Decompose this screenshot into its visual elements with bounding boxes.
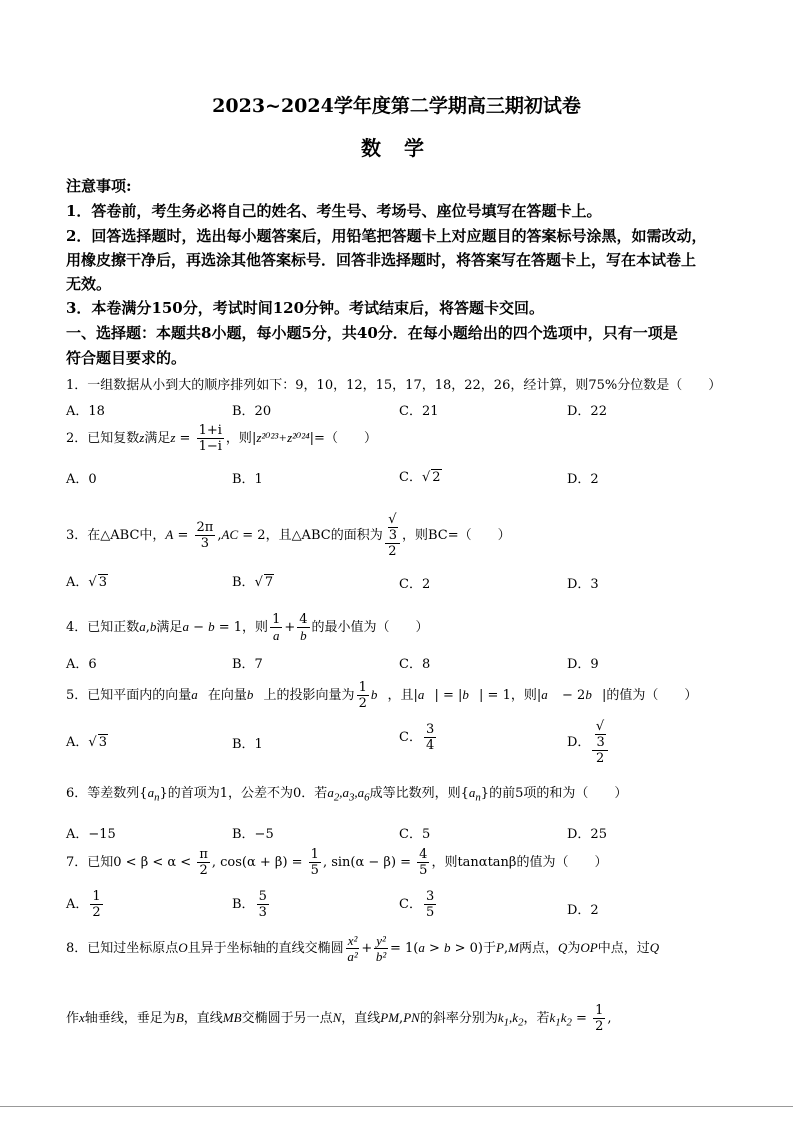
q7-option-a: A． $\frac{1}{2}$ — [66, 889, 101, 920]
q2-option-b: B．1 — [232, 472, 263, 487]
notice-item-2-cont: 用橡皮擦干净后，再选涂其他答案标号．回答非选择题时，将答案写在答题卡上，写在本试卷上 — [66, 251, 697, 269]
q2-option-d: D．2 — [567, 472, 599, 487]
q1-option-d: D．22 — [567, 404, 607, 419]
q5-option-b: B．1 — [232, 737, 263, 752]
question-8-stem-cont: 作x轴垂线，垂足为B，直线MB交椭圆于另一点N，直线PM,PN的斜率分别为$k_1,k_2$，若$k_1k_2$ = $\frac{1}{2}$ , — [66, 1003, 612, 1034]
q5-option-a: A．√ 3 — [66, 735, 107, 750]
q1-option-b: B．20 — [232, 404, 272, 419]
question-7-stem: 7．已知0 < β < α < $\frac{\pi}{2}$ , cos(α + β) = $\frac{1}{5}$ , sin(α − β) = $\frac{4}{5}$ ，则tanαtanβ的值为（ ） — [66, 847, 608, 878]
q4-option-a: A．6 — [66, 657, 97, 672]
notice-item-2: 2．回答选择题时，选出每小题答案后，用铅笔把答题卡上对应题目的答案标号涂黑，如需改动， — [66, 227, 707, 245]
question-3-stem: 3．在△ABC中，A = $\frac{2\pi}{3}$ ,AC = 2，且△ABC的面积为 √ 3 2 ，则BC=（ ） — [66, 512, 511, 559]
notice-item-3: 3．本卷满分150分，考试时间120分钟。考试结束后，将答题卡交回。 — [66, 299, 545, 317]
notice-item-2-end: 无效。 — [66, 275, 112, 293]
notice-item-1: 1．答卷前，考生务必将自己的姓名、考生号、考场号、座位号填写在答题卡上。 — [66, 202, 602, 220]
subject-title: 数 学 — [361, 136, 432, 160]
question-5-stem: 5．已知平面内的向量a⃗在向量b⃗上的投影向量为 $\frac{1}{2}$ b⃗，且|a⃗| = |b⃗| = 1，则|a⃗ − 2b⃗|的值为（ ） — [66, 680, 698, 711]
q6-option-a: A．−15 — [66, 827, 116, 842]
page-title: 2023~2024学年度第二学期高三期初试卷 — [212, 95, 581, 117]
q4-option-b: B．7 — [232, 657, 263, 672]
q1-option-a: A．18 — [66, 404, 105, 419]
q2-option-c: C．√ 2 — [399, 470, 441, 485]
q4-option-c: C．8 — [399, 657, 431, 672]
q6-option-d: D．25 — [567, 827, 607, 842]
section-heading-cont: 符合题目要求的。 — [66, 349, 187, 367]
question-4-stem: 4．已知正数a,b满足a − b = 1，则 $\frac{1}{a}$ + $\frac{4}{b}$ 的最小值为（ ） — [66, 612, 429, 643]
q4-option-d: D．9 — [567, 657, 599, 672]
notice-heading: 注意事项: — [66, 177, 132, 195]
q6-option-c: C．5 — [399, 827, 431, 842]
q3-option-d: D．3 — [567, 577, 599, 592]
q3-option-b: B．√ 7 — [232, 575, 274, 590]
q5-option-d: D． √ 3 2 — [567, 719, 610, 766]
q3-option-c: C．2 — [399, 577, 431, 592]
q6-option-b: B．−5 — [232, 827, 274, 842]
question-8-stem: 8．已知过坐标原点O且异于坐标轴的直线交椭圆 $\frac{\text{x²}}{\text{a²}}$ + $\frac{\text{y²}}{\text{b²}}$ = 1(a > b > 0)于P,M两点，Q为OP中点，过Q — [66, 933, 660, 964]
section-heading: 一、选择题：本题共8小题，每小题5分，共40分．在每小题给出的四个选项中，只有一项是 — [66, 324, 678, 342]
q7-option-c: C． $\frac{3}{5}$ — [399, 889, 435, 920]
question-6-stem: 6．等差数列$\{a_n\}$的首项为1，公差不为0．若$a_2,a_3,a_6$成等比数列，则$\{a_n\}$的前5项的和为（ ） — [66, 785, 628, 804]
question-2-stem: 2．已知复数z满足z = $\frac{1+i}{1-i}$ ，则|z²⁰²³+z²⁰²⁴|=（ ） — [66, 423, 377, 454]
q2-option-a: A．0 — [66, 472, 97, 487]
q7-option-d: D．2 — [567, 903, 599, 918]
q2-fraction: $\frac{1+i}{1-i}$ — [198, 423, 222, 454]
q7-option-b: B． $\frac{5}{3}$ — [232, 889, 267, 920]
q1-option-c: C．21 — [399, 404, 439, 419]
q5-option-c: C． $\frac{3}{4}$ — [399, 722, 435, 753]
question-1-stem: 1．一组数据从小到大的顺序排列如下：9，10，12，15，17，18，22，26，经计算，则75%分位数是（ ） — [66, 378, 722, 393]
page-bottom-rule — [0, 1106, 793, 1107]
q3-option-a: A．√ 3 — [66, 575, 107, 590]
